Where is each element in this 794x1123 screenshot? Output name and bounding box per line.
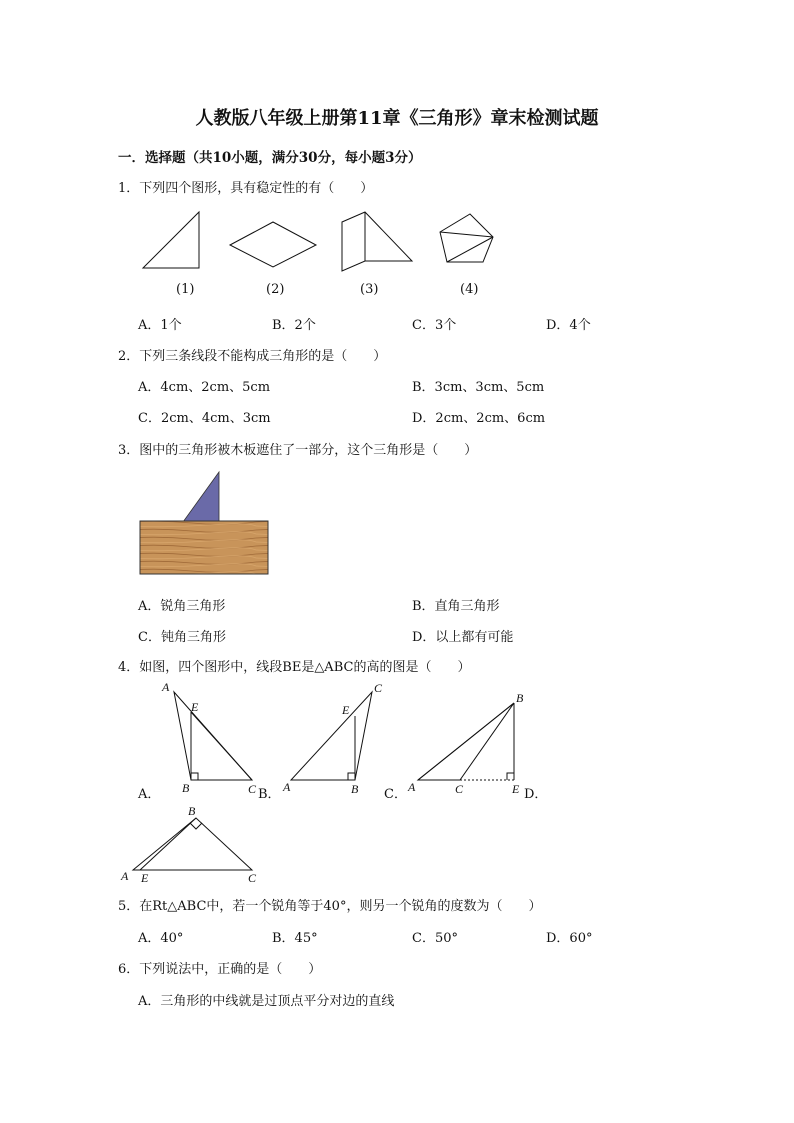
q4-option-c[interactable]: C． — [384, 787, 407, 802]
q4d-label-a: A — [121, 869, 129, 883]
q4b-label-c: C — [374, 681, 383, 695]
question-4-stem: 4．如图，四个图形中，线段BE是△ABC的高的图是（ ） — [118, 660, 471, 675]
q1-figure-1-triangle — [143, 212, 199, 268]
question-3-stem: 3．图中的三角形被木板遮住了一部分，这个三角形是（ ） — [118, 443, 478, 458]
q2-option-d[interactable]: D．2cm、2cm、6cm — [412, 411, 546, 426]
q4a-label-b: B — [182, 781, 190, 795]
q1-figure-label-1: (1) — [176, 282, 195, 297]
q2-option-b[interactable]: B．3cm、3cm、5cm — [412, 380, 545, 395]
question-1-stem: 1．下列四个图形，具有稳定性的有（ ） — [118, 181, 374, 196]
q4c-label-e: E — [512, 782, 520, 796]
q1-figure-3-shape — [342, 212, 412, 271]
question-5-stem: 5．在Rt△ABC中，若一个锐角等于40°，则另一个锐角的度数为（ ） — [118, 899, 542, 914]
q2-option-a[interactable]: A．4cm、2cm、5cm — [138, 380, 271, 395]
q1-option-d[interactable]: D．4个 — [546, 318, 591, 333]
q3-option-d[interactable]: D．以上都有可能 — [412, 630, 514, 645]
q5-option-a[interactable]: A．40° — [138, 931, 184, 946]
q1-figure-label-4: (4) — [460, 282, 479, 297]
q6-option-a[interactable]: A．三角形的中线就是过顶点平分对边的直线 — [138, 994, 395, 1009]
q4-option-d[interactable]: D． — [524, 787, 548, 802]
q4c-label-c: C — [455, 782, 464, 796]
question-2-stem: 2．下列三条线段不能构成三角形的是（ ） — [118, 349, 387, 364]
q3-option-a[interactable]: A．锐角三角形 — [138, 599, 226, 614]
q4b-label-b: B — [351, 782, 359, 796]
q3-option-c[interactable]: C．钝角三角形 — [138, 630, 226, 645]
question-6-stem: 6．下列说法中，正确的是（ ） — [118, 962, 322, 977]
q4d-label-e: E — [141, 871, 149, 885]
section-heading: 一．选择题（共10小题，满分30分，每小题3分） — [118, 150, 422, 166]
q4b-label-a: A — [283, 780, 291, 794]
q4b-label-e: E — [342, 703, 350, 717]
q5-option-c[interactable]: C．50° — [412, 931, 458, 946]
q4-option-b[interactable]: B． — [258, 787, 281, 802]
q2-option-c[interactable]: C．2cm、4cm、3cm — [138, 411, 271, 426]
q4d-label-b: B — [188, 804, 196, 818]
q4a-label-c: C — [248, 782, 257, 796]
q4c-label-a: A — [408, 780, 416, 794]
q3-wood-board — [140, 521, 268, 574]
q4a-label-e: E — [191, 700, 199, 714]
q3-option-b[interactable]: B．直角三角形 — [412, 599, 500, 614]
q1-figure-label-3: (3) — [360, 282, 379, 297]
page-title: 人教版八年级上册第11章《三角形》章末检测试题 — [195, 108, 599, 129]
q1-figure-label-2: (2) — [266, 282, 285, 297]
q5-option-b[interactable]: B．45° — [272, 931, 318, 946]
q4a-label-a: A — [162, 680, 170, 694]
q3-partial-triangle — [183, 472, 219, 522]
q5-option-d[interactable]: D．60° — [546, 931, 593, 946]
q1-figure-2-rhombus — [230, 222, 316, 267]
q1-figure-4-pentagon — [440, 214, 493, 262]
q4c-label-b: B — [516, 691, 524, 705]
q1-option-b[interactable]: B．2个 — [272, 318, 316, 333]
q4-option-a[interactable]: A． — [138, 787, 161, 802]
q4d-label-c: C — [248, 871, 257, 885]
q1-option-c[interactable]: C．3个 — [412, 318, 457, 333]
q1-option-a[interactable]: A．1个 — [138, 318, 182, 333]
